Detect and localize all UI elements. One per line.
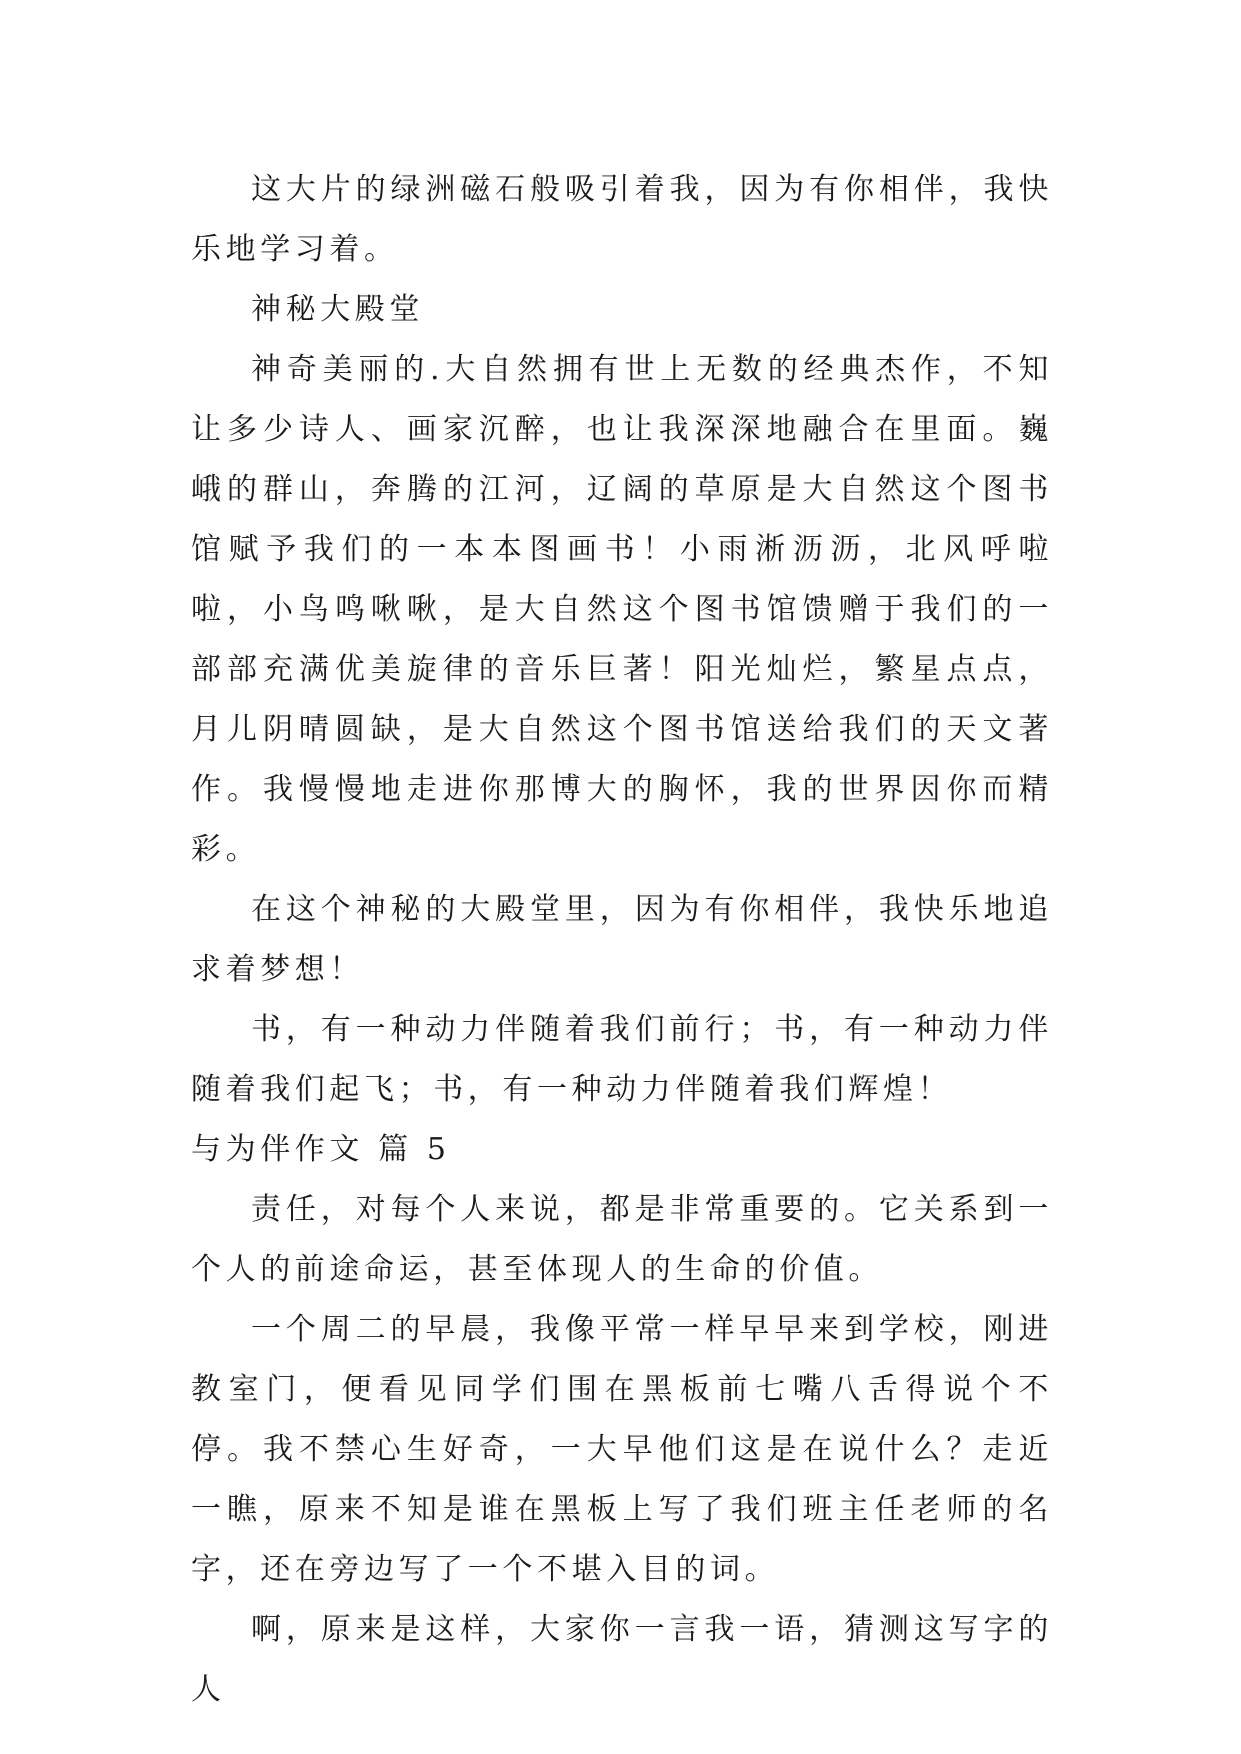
paragraph: 一个周二的早晨，我像平常一样早早来到学校，刚进教室门，便看见同学们围在黑板前七嘴八舌得说个不停。我不禁心生好奇，一大早他们这是在说什么？走近一瞧，原来不知是谁在黑板上写了我们班主任老师的名字，还在旁边写了一个不堪入目的词。	[191, 1312, 1053, 1587]
paragraph: 书，有一种动力伴随着我们前行；书，有一种动力伴随着我们起飞；书，有一种动力伴随着我们辉煌！	[191, 1012, 1053, 1107]
paragraph: 在这个神秘的大殿堂里，因为有你相伴，我快乐地追求着梦想！	[191, 892, 1053, 987]
subheading-mysterious-hall: 神秘大殿堂	[251, 292, 424, 327]
paragraph: 责任，对每个人来说，都是非常重要的。它关系到一个人的前途命运，甚至体现人的生命的价值。	[191, 1192, 1053, 1287]
section-heading: 与为伴作文 篇 5	[191, 1132, 451, 1167]
document-body	[191, 160, 1053, 1720]
paragraph: 神奇美丽的.大自然拥有世上无数的经典杰作，不知让多少诗人、画家沉醉，也让我深深地融合在里面。巍峨的群山，奔腾的江河，辽阔的草原是大自然这个图书馆赋予我们的一本本图画书！小雨淅沥沥，北风呼啦啦，小鸟鸣啾啾，是大自然这个图书馆馈赠于我们的一部部充满优美旋律的音乐巨著！阳光灿烂，繁星点点，月儿阴晴圆缺，是大自然这个图书馆送给我们的天文著作。我慢慢地走进你那博大的胸怀，我的世界因你而精彩。	[191, 352, 1053, 867]
paragraph: 这大片的绿洲磁石般吸引着我，因为有你相伴，我快乐地学习着。	[191, 172, 1053, 267]
paragraph: 啊，原来是这样，大家你一言我一语，猜测这写字的人	[191, 1612, 1053, 1707]
